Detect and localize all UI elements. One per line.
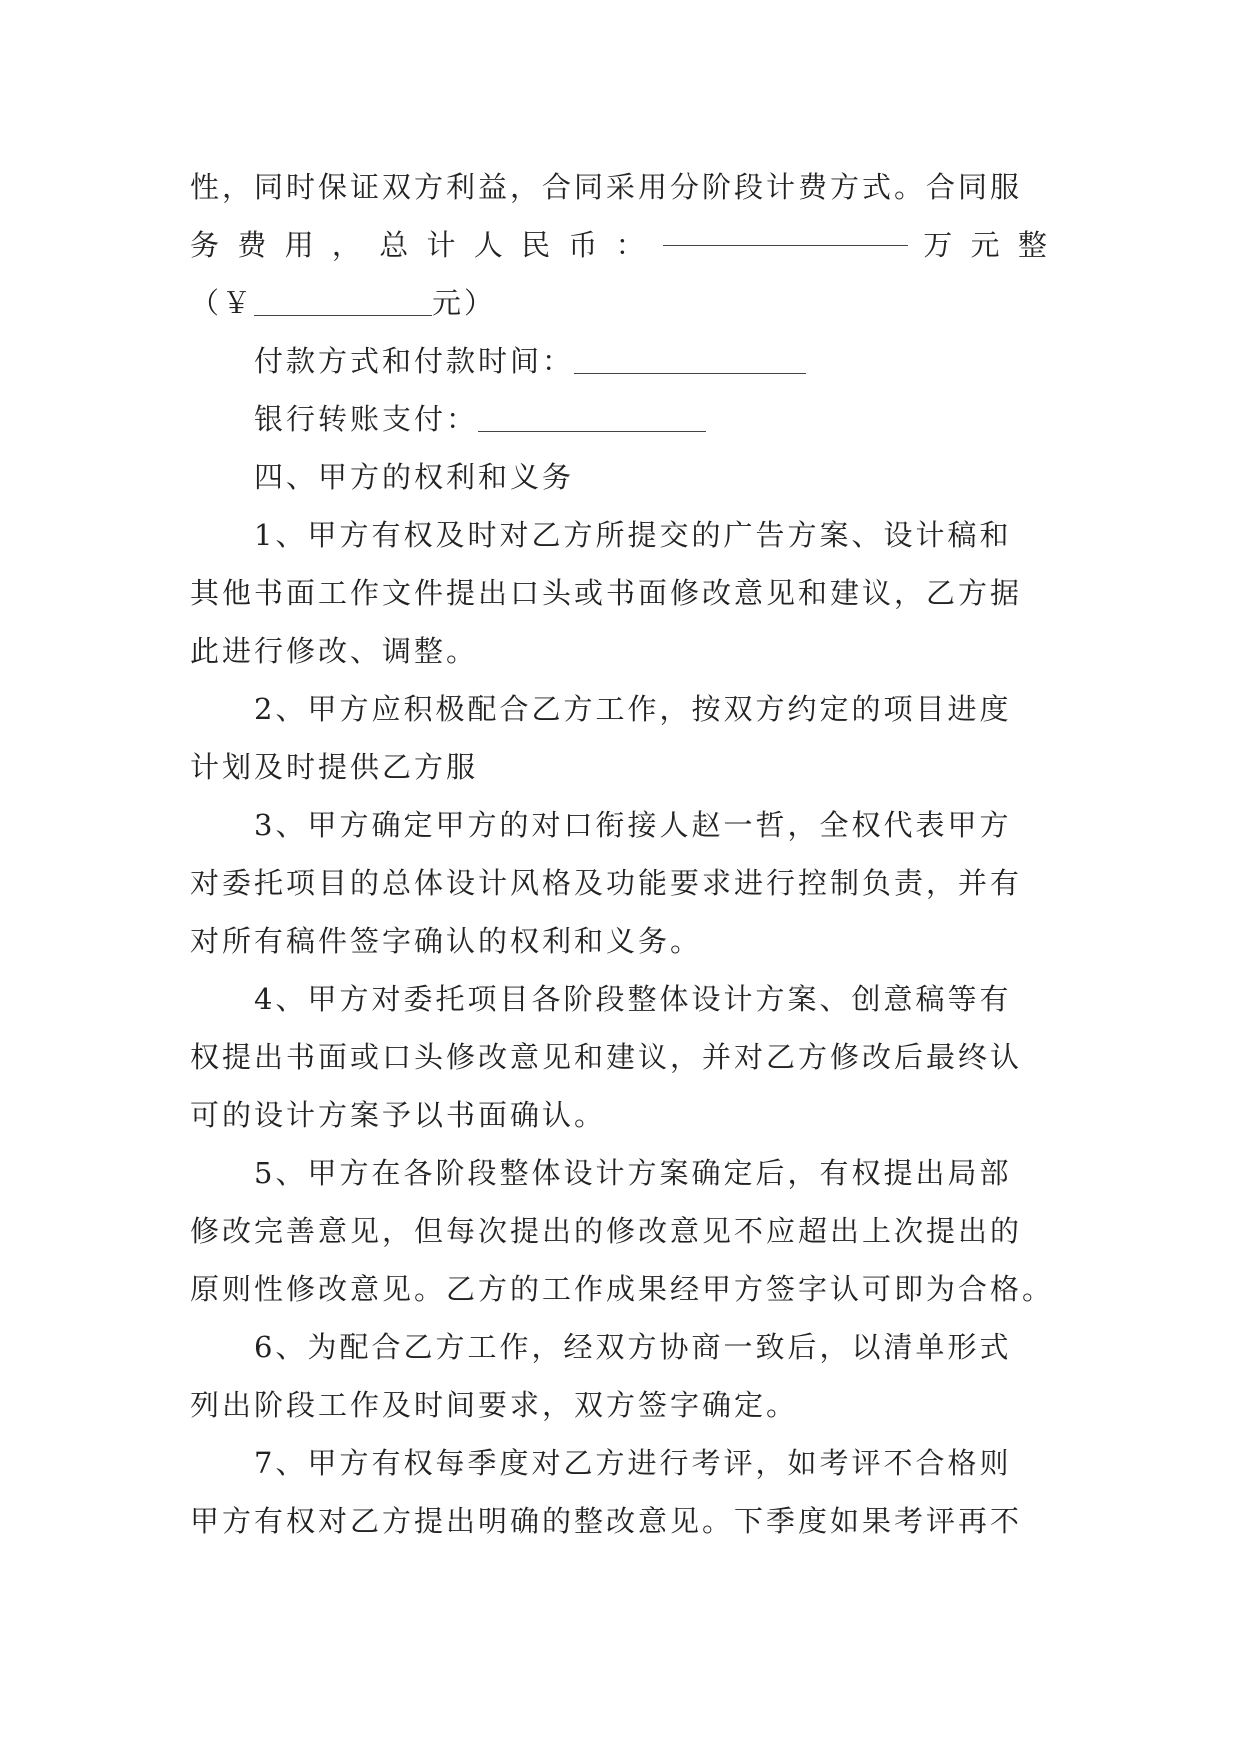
clause-1 [190, 506, 1050, 680]
fee-yuan-suffix: 元） [432, 286, 497, 320]
clause-line: 甲方有权对乙方提出明确的整改意见。下季度如果考评再不 [190, 1504, 1023, 1538]
payment-method-blank [574, 344, 806, 374]
fee-char: 务 [190, 228, 223, 262]
clause-line: 其他书面工作文件提出口头或书面修改意见和建议，乙方据 [190, 576, 1023, 610]
fee-paragraph [190, 158, 1050, 332]
clause-line: 修改完善意见，但每次提出的修改意见不应超出上次提出的 [190, 1214, 1023, 1248]
fee-char: 币 [568, 228, 601, 262]
bank-transfer-line [190, 390, 1050, 448]
fee-line-1: 性，同时保证双方利益，合同采用分阶段计费方式。合同服 [190, 170, 1023, 204]
clause-line: 计划及时提供乙方服 [190, 750, 479, 784]
document-body [190, 158, 1055, 1550]
clause-2 [190, 680, 1050, 796]
fee-char: 总 [379, 228, 412, 262]
payment-method-line [190, 332, 1050, 390]
clause-5 [190, 1144, 1055, 1318]
fee-char: 用 [284, 228, 317, 262]
clause-3 [190, 796, 1050, 970]
clause-line: 此进行修改、调整。 [190, 634, 479, 668]
clause-line: 1、甲方有权及时对乙方所提交的广告方案、设计稿和 [254, 518, 1012, 552]
clause-line: 对所有稿件签字确认的权利和义务。 [190, 924, 703, 958]
clause-line: 5、甲方在各阶段整体设计方案确定后，有权提出局部 [254, 1156, 1012, 1190]
fee-char: ： [615, 228, 648, 262]
fee-yuan-prefix: （￥ [190, 286, 255, 320]
clause-line: 4、甲方对委托项目各阶段整体设计方案、创意稿等有 [254, 982, 1012, 1016]
clause-line: 2、甲方应积极配合乙方工作，按双方约定的项目进度 [254, 692, 1012, 726]
bank-transfer-blank [478, 402, 706, 432]
clause-4 [190, 970, 1050, 1144]
clause-line: 原则性修改意见。乙方的工作成果经甲方签字认可即为合格。 [190, 1272, 1055, 1306]
fee-char: 整 [1017, 228, 1050, 262]
fee-char: 计 [426, 228, 459, 262]
clause-line: 可的设计方案予以书面确认。 [190, 1098, 607, 1132]
payment-method-label: 付款方式和付款时间： [254, 344, 575, 378]
clause-line: 权提出书面或口头修改意见和建议，并对乙方修改后最终认 [190, 1040, 1023, 1074]
fee-char: 民 [521, 228, 554, 262]
clause-line: 列出阶段工作及时间要求，双方签字确定。 [190, 1388, 799, 1422]
clause-6 [190, 1318, 1050, 1434]
clause-line: 3、甲方确定甲方的对口衔接人赵一哲，全权代表甲方 [254, 808, 1012, 842]
fee-char: 万 [923, 228, 956, 262]
clause-line: 对委托项目的总体设计风格及功能要求进行控制负责，并有 [190, 866, 1023, 900]
bank-transfer-label: 银行转账支付： [254, 402, 479, 436]
fee-yuan-blank [254, 286, 432, 316]
fee-line-2 [190, 216, 1050, 274]
clause-7 [190, 1434, 1050, 1550]
clause-line: 6、为配合乙方工作，经双方协商一致后，以清单形式 [254, 1330, 1012, 1364]
fee-line-3 [190, 274, 1050, 332]
fee-char: ， [331, 228, 364, 262]
clause-line: 7、甲方有权每季度对乙方进行考评，如考评不合格则 [254, 1446, 1012, 1480]
fee-amount-blank [663, 216, 908, 246]
fee-char: 元 [970, 228, 1003, 262]
fee-char: 费 [237, 228, 270, 262]
section-heading: 四、甲方的权利和义务 [254, 460, 575, 494]
fee-char: 人 [473, 228, 506, 262]
